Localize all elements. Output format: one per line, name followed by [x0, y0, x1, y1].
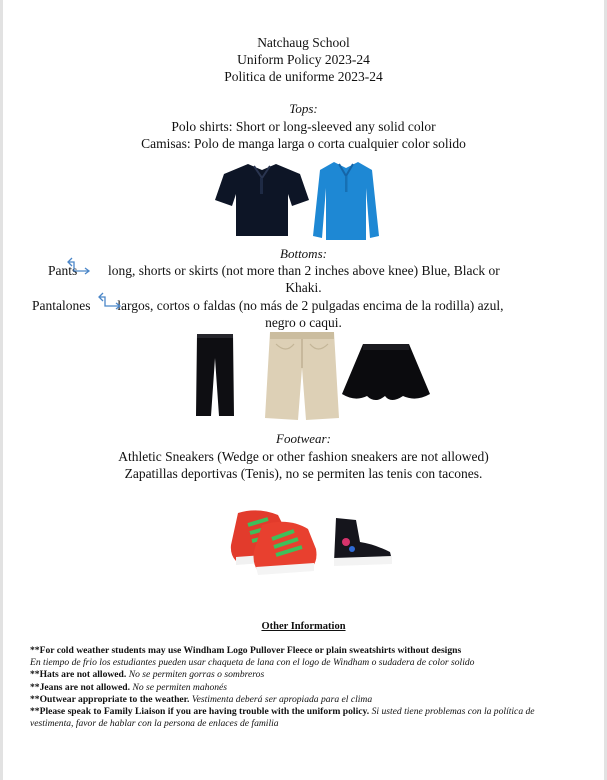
bottoms-lead-es: Pantalones	[32, 298, 91, 313]
note-bold: **For cold weather students may use Windham Logo Pullover Fleece or plain sweatshirts without designs	[30, 645, 462, 656]
bottoms-line-en	[48, 262, 500, 279]
black-hightop-sneaker-image	[330, 516, 394, 568]
other-info-list	[30, 645, 580, 730]
note-hats	[30, 669, 580, 681]
note-bold: **Hats are not allowed.	[30, 669, 127, 681]
note-jeans	[30, 682, 580, 694]
bottoms-rest-es: largos, cortos o faldas (no más de 2 pulgadas encima de la rodilla) azul,	[117, 298, 504, 313]
black-skirt-image	[341, 342, 431, 404]
khaki-shorts-image	[264, 330, 340, 422]
curved-arrow-icon	[66, 255, 92, 277]
tops-line-es: Camisas: Polo de manga larga o corta cualquier color solido	[141, 136, 466, 151]
bottoms-wrap-en: Khaki.	[285, 280, 322, 295]
note-italic: No se permiten gorras o sombreros	[128, 669, 265, 681]
note-italic: Si usted tiene problemas con la política de vestimenta, favor de hablar con la persona de enlaces de familia	[30, 706, 535, 730]
page-edge-left	[0, 0, 3, 780]
policy-title-es: Politica de uniforme 2023-24	[224, 69, 383, 84]
short-sleeve-polo-image	[214, 160, 310, 238]
tops-line-en: Polo shirts: Short or long-sleeved any solid color	[171, 119, 436, 134]
bottoms-lead-en: Pants	[48, 263, 78, 278]
note-bold: **Jeans are not allowed.	[30, 681, 131, 693]
footwear-label: Footwear:	[276, 431, 331, 446]
note-italic: No se permiten mahonés	[132, 681, 228, 693]
bottoms-label: Bottoms:	[280, 246, 327, 261]
policy-title-en: Uniform Policy 2023-24	[237, 52, 370, 67]
note-outwear	[30, 694, 580, 706]
tops-label: Tops:	[289, 101, 318, 116]
note-italic: En tiempo de frio los estudiantes pueden usar chaqueta de lana con el logo de Windham o sudadera de color solido	[30, 657, 475, 669]
note-bold: **Please speak to Family Liaison if you are having trouble with the uniform policy.	[30, 706, 370, 718]
note-family-liaison	[30, 706, 580, 730]
bottoms-rest-en: long, shorts or skirts (not more than 2 inches above knee) Blue, Black or	[108, 263, 500, 278]
footwear-line-en: Athletic Sneakers (Wedge or other fashion sneakers are not allowed)	[118, 449, 489, 464]
other-info-heading: Other Information	[261, 621, 346, 632]
note-bold: **Outwear appropriate to the weather.	[30, 693, 190, 705]
curved-arrow-icon	[97, 290, 123, 312]
bottoms-wrap-es: negro o caqui.	[265, 315, 342, 330]
red-sneakers-image	[228, 505, 320, 577]
long-sleeve-polo-image	[312, 158, 380, 242]
black-pants-image	[194, 332, 236, 418]
footwear-line-es: Zapatillas deportivas (Tenis), no se permiten las tenis con tacones.	[124, 466, 483, 481]
note-cold-weather	[30, 645, 580, 669]
school-name: Natchaug School	[257, 35, 350, 50]
note-italic: Vestimenta deberá ser apropiada para el clima	[191, 693, 373, 705]
